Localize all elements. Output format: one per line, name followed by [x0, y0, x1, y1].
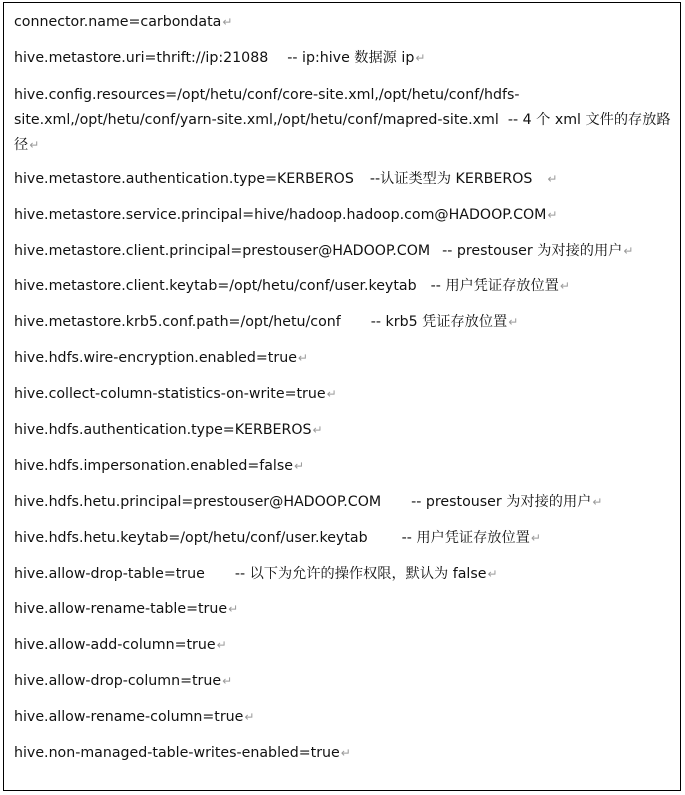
config-line-allow-drop-table [14, 563, 674, 585]
paragraph-mark-icon: ↵ [592, 494, 603, 509]
config-code: hive.hdfs.authentication.type=KERBEROS [14, 422, 312, 439]
paragraph-mark-icon: ↵ [508, 315, 519, 330]
paragraph-mark-icon: ↵ [623, 243, 634, 258]
config-code: hive.hdfs.impersonation.enabled=false [14, 457, 293, 474]
paragraph-mark-icon: ↵ [228, 602, 239, 617]
paragraph-mark-icon: ↵ [340, 746, 351, 761]
config-line-metastore-client-principal [14, 240, 674, 262]
config-comment: -- ip:hive 数据源 ip [287, 49, 415, 66]
config-line-allow-drop-column [14, 670, 674, 692]
paragraph-mark-icon: ↵ [29, 137, 40, 152]
config-code: hive.metastore.krb5.conf.path=/opt/hetu/conf [14, 314, 341, 331]
paragraph-mark-icon: ↵ [312, 423, 323, 438]
config-code: hive.hdfs.hetu.keytab=/opt/hetu/conf/user.keytab [14, 529, 368, 546]
config-comment: -- 4 个 xml 文件的存放路径 [14, 111, 671, 153]
paragraph-mark-icon: ↵ [559, 279, 570, 294]
paragraph-mark-icon: ↵ [297, 351, 308, 366]
paragraph-mark-icon: ↵ [216, 638, 227, 653]
paragraph-mark-icon: ↵ [415, 50, 426, 65]
config-line-metastore-uri [14, 47, 674, 69]
config-line-collect-column-statistics [14, 383, 674, 405]
config-text-body [14, 11, 674, 764]
config-document-frame [3, 2, 681, 791]
config-line-allow-rename-column [14, 706, 674, 728]
config-line-hdfs-auth-type [14, 419, 674, 441]
config-line-metastore-service-principal [14, 204, 674, 226]
config-code: hive.allow-rename-column=true [14, 709, 244, 726]
config-comment: -- 用户凭证存放位置 [401, 529, 530, 546]
config-code: hive.metastore.service.principal=hive/hadoop.hadoop.com@HADOOP.COM [14, 206, 547, 223]
config-code: hive.allow-drop-column=true [14, 673, 222, 690]
paragraph-mark-icon: ↵ [547, 207, 558, 222]
config-line-connector-name [14, 11, 674, 33]
config-line-allow-rename-table [14, 598, 674, 620]
paragraph-mark-icon: ↵ [326, 387, 337, 402]
paragraph-mark-icon: ↵ [222, 15, 233, 29]
config-code: hive.allow-drop-table=true [14, 565, 205, 582]
config-code: hive.non-managed-table-writes-enabled=true [14, 745, 340, 762]
config-comment: -- 用户凭证存放位置 [430, 278, 559, 295]
config-code: hive.metastore.client.principal=prestouser@HADOOP.COM [14, 242, 431, 259]
paragraph-mark-icon: ↵ [293, 458, 305, 473]
config-line-hdfs-hetu-keytab [14, 527, 674, 549]
config-code: hive.hdfs.hetu.principal=prestouser@HADOOP.COM [14, 493, 382, 510]
config-code: hive.config.resources=/opt/hetu/conf/core-site.xml,/opt/hetu/conf/hdfs-site.xml,/opt/hetu/conf/yarn-site.xml,/opt/hetu/conf/mapred-site.xml [14, 86, 520, 128]
config-code: hive.metastore.uri=thrift://ip:21088 [14, 49, 269, 66]
config-comment: -- 以下为允许的操作权限，默认为 false [234, 565, 487, 582]
config-comment: --认证类型为 KERBEROS [369, 170, 533, 187]
config-code: hive.hdfs.wire-encryption.enabled=true [14, 350, 297, 367]
config-line-metastore-krb5-path [14, 311, 674, 333]
config-line-allow-add-column [14, 634, 674, 656]
config-line-metastore-client-keytab [14, 275, 674, 297]
config-code: hive.metastore.client.keytab=/opt/hetu/conf/user.keytab [14, 278, 417, 295]
config-line-non-managed-table-writes [14, 742, 674, 764]
config-line-metastore-auth-type [14, 168, 674, 190]
config-comment: -- prestouser 为对接的用户 [442, 242, 623, 259]
config-code: hive.collect-column-statistics-on-write=true [14, 386, 326, 403]
paragraph-mark-icon: ↵ [530, 530, 541, 545]
config-line-config-resources [14, 83, 674, 158]
config-comment: -- prestouser 为对接的用户 [411, 493, 592, 510]
config-comment: -- krb5 凭证存放位置 [370, 314, 508, 331]
config-code: hive.allow-rename-table=true [14, 601, 228, 618]
config-line-hdfs-hetu-principal [14, 491, 674, 513]
paragraph-mark-icon: ↵ [222, 674, 233, 689]
paragraph-mark-icon: ↵ [547, 171, 558, 186]
config-code: hive.allow-add-column=true [14, 637, 216, 654]
config-line-hdfs-impersonation [14, 455, 674, 477]
config-code: connector.name=carbondata [14, 14, 222, 30]
config-code: hive.metastore.authentication.type=KERBEROS [14, 170, 354, 187]
paragraph-mark-icon: ↵ [244, 710, 255, 725]
config-line-hdfs-wire-encryption [14, 347, 674, 369]
paragraph-mark-icon: ↵ [487, 566, 498, 581]
